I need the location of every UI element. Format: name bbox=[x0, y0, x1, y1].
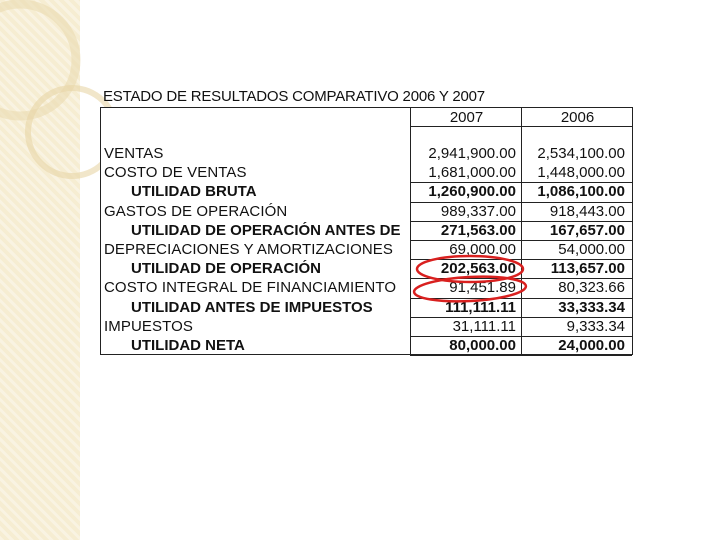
subtotal-rule bbox=[410, 240, 632, 241]
subtotal-rule bbox=[410, 182, 632, 183]
table-row bbox=[101, 164, 632, 183]
value-2007: 1,260,900.00 bbox=[428, 183, 516, 201]
value-2007: 80,000.00 bbox=[449, 337, 516, 354]
value-2007: 31,111.11 bbox=[452, 317, 516, 335]
row-label: GASTOS DE OPERACIÓN bbox=[104, 202, 288, 220]
income-statement-table bbox=[100, 107, 633, 355]
row-label: IMPUESTOS bbox=[104, 317, 193, 335]
subtotal-rule bbox=[410, 355, 632, 356]
value-2007: 989,337.00 bbox=[440, 202, 516, 220]
table-row bbox=[101, 222, 632, 241]
row-label: DEPRECIACIONES Y AMORTIZACIONES bbox=[104, 241, 394, 258]
table-row bbox=[101, 241, 632, 260]
subtotal-rule bbox=[410, 336, 632, 337]
table-row bbox=[101, 145, 632, 164]
value-2006: 1,086,100.00 bbox=[537, 183, 625, 201]
table-row bbox=[101, 318, 632, 337]
row-label: COSTO INTEGRAL DE FINANCIAMIENTO bbox=[104, 279, 397, 297]
row-label: VENTAS bbox=[104, 145, 164, 162]
subtotal-rule bbox=[410, 278, 632, 279]
subtotal-rule bbox=[410, 317, 632, 318]
subtotal-rule bbox=[410, 298, 632, 299]
value-2006: 167,657.00 bbox=[549, 221, 625, 239]
value-2006: 54,000.00 bbox=[558, 241, 625, 258]
value-2006: 80,323.66 bbox=[558, 279, 625, 297]
header-rule bbox=[410, 126, 632, 127]
row-label: UTILIDAD DE OPERACIÓN bbox=[131, 260, 322, 278]
value-2007: 1,681,000.00 bbox=[428, 164, 516, 182]
decorative-ring-top bbox=[0, 4, 76, 116]
row-label: UTILIDAD NETA bbox=[131, 337, 245, 354]
column-header-2006: 2006 bbox=[560, 109, 595, 126]
table-row bbox=[101, 299, 632, 318]
value-2007: 271,563.00 bbox=[440, 221, 516, 239]
value-2006: 24,000.00 bbox=[558, 337, 625, 354]
value-2006: 113,657.00 bbox=[550, 260, 625, 278]
value-2007: 111,111.11 bbox=[445, 298, 516, 316]
value-2006: 33,333.34 bbox=[558, 298, 625, 316]
value-2006: 918,443.00 bbox=[549, 202, 625, 220]
row-label: UTILIDAD DE OPERACIÓN ANTES DE bbox=[131, 221, 401, 239]
row-label: UTILIDAD BRUTA bbox=[131, 183, 257, 201]
value-2007: 69,000.00 bbox=[449, 241, 516, 258]
subtotal-rule bbox=[410, 221, 632, 222]
column-header-2007: 2007 bbox=[449, 109, 484, 126]
row-label: COSTO DE VENTAS bbox=[104, 164, 247, 182]
table-row bbox=[101, 183, 632, 202]
statement-title: ESTADO DE RESULTADOS COMPARATIVO 2006 Y 2007 bbox=[103, 88, 485, 105]
table-row bbox=[101, 260, 632, 279]
value-2007: 91,451.89 bbox=[449, 279, 516, 297]
row-label: UTILIDAD ANTES DE IMPUESTOS bbox=[131, 298, 373, 316]
table-row bbox=[101, 203, 632, 222]
subtotal-rule bbox=[410, 259, 632, 260]
value-2007: 202,563.00 bbox=[440, 260, 516, 278]
table-row bbox=[101, 337, 632, 356]
table-row bbox=[101, 279, 632, 298]
value-2006: 1,448,000.00 bbox=[537, 164, 625, 182]
subtotal-rule bbox=[410, 202, 632, 203]
value-2006: 2,534,100.00 bbox=[537, 145, 625, 162]
value-2006: 9,333.34 bbox=[566, 317, 625, 335]
value-2007: 2,941,900.00 bbox=[428, 145, 516, 162]
